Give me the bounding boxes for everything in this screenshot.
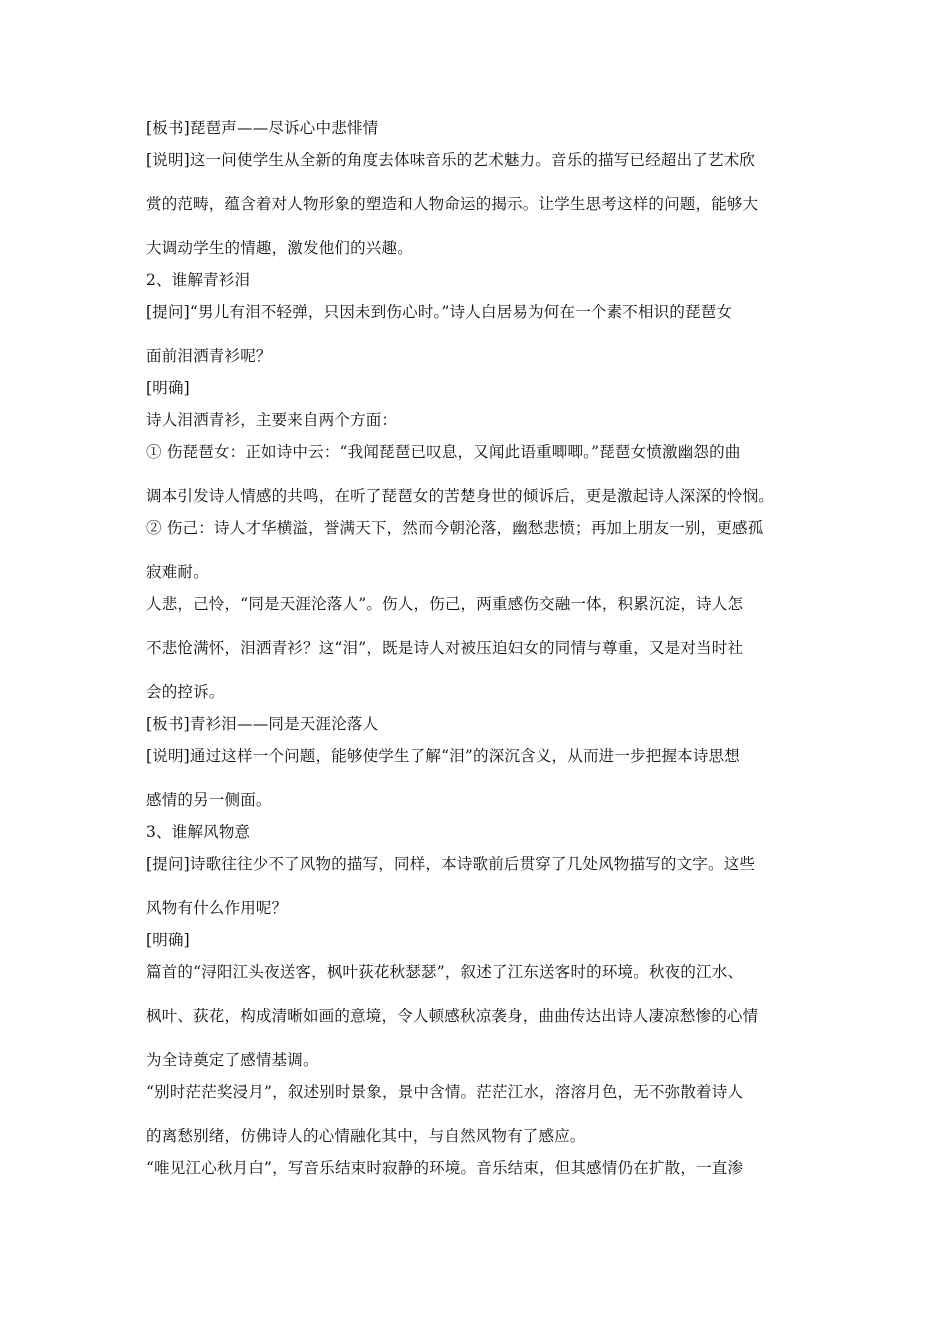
text-line: “唯见江心秋月白”，写音乐结束时寂静的环境。音乐结束，但其感情仍在扩散，一直渗 [146,1159,744,1177]
text-line: [提问]“男儿有泪不轻弹，只因未到伤心时。”诗人白居易为何在一个素不相识的琵琶女 [146,303,733,321]
document-page [146,118,810,1178]
text-line: 为全诗奠定了感情基调。 [146,1051,319,1069]
text-line: [明确] [146,379,190,397]
text-line: [明确] [146,931,190,949]
text-line: [板书]琵琶声——尽诉心中悲悱情 [146,119,379,137]
text-line: 2、谁解青衫泪 [146,271,251,289]
text-line: [板书]青衫泪——同是天涯沦落人 [146,715,379,733]
text-line: 感情的另一侧面。 [146,791,272,809]
text-line: [说明]通过这样一个问题，能够使学生了解“泪”的深沉含义，从而进一步把握本诗思想 [146,747,740,765]
text-line: 寂难耐。 [146,563,209,581]
text-line: 的离愁别绪，仿佛诗人的心情融化其中，与自然风物有了感应。 [146,1127,586,1145]
text-line: [提问]诗歌往往少不了风物的描写，同样，本诗歌前后贯穿了几处风物描写的文字。这些 [146,855,756,873]
text-line: “别时茫茫奖浸月”，叙述别时景象，景中含情。茫茫江水，溶溶月色，无不弥散着诗人 [146,1083,744,1101]
text-line: 篇首的“浔阳江头夜送客，枫叶荻花秋瑟瑟”，叙述了江东送客时的环境。秋夜的江水、 [146,963,744,981]
text-line: 风物有什么作用呢？ [146,899,288,917]
text-line: 调本引发诗人情感的共鸣，在听了琵琶女的苦楚身世的倾诉后，更是激起诗人深深的怜悯。 [146,487,775,505]
text-line: ① 伤琵琶女：正如诗中云：“我闻琵琶已叹息，又闻此语重唧唧。”琵琶女愤激幽怨的曲 [146,443,741,461]
text-line: 枫叶、荻花，构成清晰如画的意境，令人顿感秋凉袭身，曲曲传达出诗人凄凉愁惨的心情 [146,1007,759,1025]
text-line: [说明]这一问使学生从全新的角度去体味音乐的艺术魅力。音乐的描写已经超出了艺术欣 [146,151,756,169]
text-line: 赏的范畴，蕴含着对人物形象的塑造和人物命运的揭示。让学生思考这样的问题，能够大 [146,195,759,213]
text-line: 会的控诉。 [146,683,225,701]
text-line: ② 伤己：诗人才华横溢，誉满天下，然而今朝沦落，幽愁悲愤；再加上朋友一别，更感孤 [146,519,764,537]
text-line: 人悲，己怜，“同是天涯沦落人”。伤人，伤己，两重感伤交融一体，积累沉淀，诗人怎 [146,595,744,613]
text-line: 不悲怆满怀，泪洒青衫？这“泪”，既是诗人对被压迫妇女的同情与尊重，又是对当时社 [146,639,744,657]
text-line: 大调动学生的情趣，激发他们的兴趣。 [146,239,413,257]
text-line: 诗人泪洒青衫，主要来自两个方面： [146,411,398,429]
text-line: 3、谁解风物意 [146,823,251,841]
text-line: 面前泪洒青衫呢？ [146,347,272,365]
